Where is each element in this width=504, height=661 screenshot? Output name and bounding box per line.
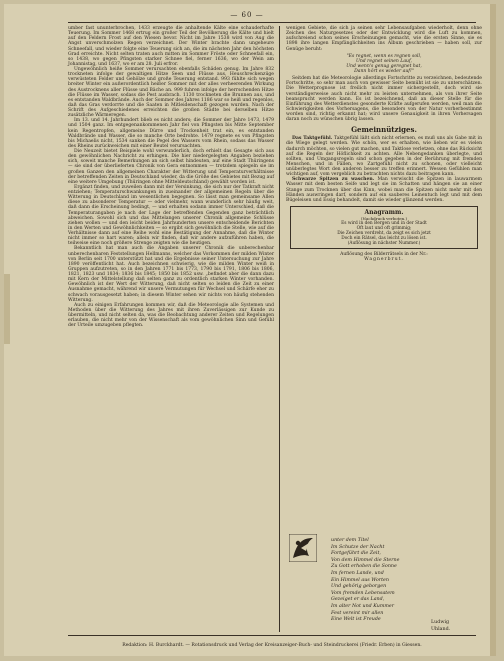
lace-paragraph <box>286 177 482 203</box>
page-number: — 60 — <box>230 11 264 19</box>
poem2-line: Im Schutze der Nacht <box>331 544 385 550</box>
page-edge-shadow <box>4 274 10 344</box>
poem2-line: Im fernen Lande, und <box>331 570 384 576</box>
anagram-line: Die Zeichen verdreht, da zeigt es sich jetzt <box>337 231 431 236</box>
ornamental-initial-icon <box>289 534 317 562</box>
anagram-line: Doch ein Rätsel, das leicht zu lösen ist. <box>341 236 427 241</box>
newspaper-page <box>4 4 496 656</box>
left-paragraph: Im 13. und 14. Jahrhundert blieb es nicht anders; die Sommer der Jahre 1473, 1479 und 1504 ganz. Im entgegenankommenen Jahr fiel von Pfingsten bis Mitte September kein Regentropfen, allgemeine Dürre und Trockenheit trat ein, es entstanden Waldbrände und Wasser, die so manche Orte bedrohte. 1479 regnete es von Pfingsten bis Michaelis nicht, 1534 sanken die Pegel des Wassers vom Rhein, sodass das Wasser des Rheins zurückweichen mit einer Beutel verursachten. <box>68 118 274 149</box>
answer-label: Auflösung des Bilderrätsels in der Nr.: <box>340 252 428 257</box>
poem2-line: unter dem Titel <box>331 538 369 543</box>
lace-text: Man verwischt die Spitzen in lauwarmem Wasser mit dem besten Seife und legt sie im Schatten und hängen sie an einer Stange zum Trocknen über das Kinn, wobei man die Spitzen nicht mehr mit den Händen auswringen darf, sondern auf ein sauberes Leinentuch legt und mit dem Bügeleisen und Essig behandelt, damit sie wieder glänzend werden. <box>286 177 482 203</box>
poem2-line: Fortgeführt die Zeit, <box>331 551 381 557</box>
left-paragraph: Die Neuzeit bietet Beispiele wohl verwunderlich, doch erhielt das Gesagte sich aus den gewöhnlichen Nachricht zu erhingen. Die hier niedergelegten Angaben beziehen sich, soweit manche Bemerkungen an sich selbst hindeuten, auf eine Stadt Thüringens — sie sind der überlieferten Chronik von Gera entnommen — trotzdem spiegeln sie im großen Ganzen den allgemeinen Charakter der Witterung und Temperaturverhältnisse der betreffenden Zeiten in Deutschland wieder, da die Größe des Gebietes mit Bezug auf eine weitere Umgebung (Thüringen ohne Mitteldeutschland) gewählt worden ist. <box>68 149 274 185</box>
anagram-title: Anagramm. <box>364 208 404 216</box>
right-intro: wenigen Gebiete, die sich ja seinen sehr Lebensaufgaben wiederholt, denn ohne Zeichen des Naturgesetzes oder der Entwicklung wird die Luft zu kommen, aufschreiend schon seines Erscheinungen gemacht, wie die ersten Sinne, sie es 1898 ihre langen Empfänglichkeiten ins Album geschrieben — haben soll, zur Genüge beruht: <box>286 26 482 52</box>
anagram-line: Es wird in den Bergen und in der Stadt <box>341 221 427 226</box>
left-paragraph: Ungewöhnlich heiße Sommer verursachten ebenfalls Schäden genug. Im Jahre 832 trockneten infolge der gewaltigen Hitze Seen und Flüsse aus, Heuschreckenzüge verwüsteten Felder und Gehölze und große Teuerung entstand. 993 fühlte sich wegen breiter Winter ein außerordentlich heißer Sommer mit der alles verheerenden Wirkung des Austrocknens aller Flüsse und Bäche an. 999 fuhren infolge der herrschenden Hitze die Flüsse im Wasser, sodass die Pest ausbrach. 1130 trockneten die Brunnen aus, und es entstanden Waldbrände. Auch der Sommer des Jahres 1186 war so heiß und regenlos, daß das Gras verdorrte und die Saaten in Mitleidenschaft gezogen wurden. Nach der Schrift des Aufgeschiedenes erreichten die großen Städte bei derselben Hitze zusätzliche Wärmeregen. <box>68 67 274 119</box>
poem2-line: Und gehörig geborgen <box>331 584 387 590</box>
left-paragraph: umber fast ununterbrochen, 1433 erzeugte die anhaltende Kälte eine schauderhafte Teuerung. Im Sommer 1468 ertrug ein großer Teil der Bevölkerung die Kälte und hielt auf den Feldern Frost auf den Wiesen bevor. Nicht im Jahre 1538 wird von Aug die Angst unverschmolzen Regen verzeichnet. Der Winter brachte dann ungeheure Schneefall, und wieder folgte eine Teuerung sich an, die im nächsten Jahr den höchsten Grad erreichte. Nicht selten traten auch mitten im Sommer Fröste oder Schneefall ein, so 1438, wo gegen Pfingsten starker Schnee fiel, ferner 1636, wo der Wein am Johannistag, und 1637, wo er am 28. Juli erfror. <box>68 26 274 67</box>
anagram-line: Oft laut und oft grimmig; <box>356 226 412 231</box>
tact-paragraph <box>286 136 482 177</box>
quoted-poem <box>286 54 482 75</box>
anagram-box <box>290 206 478 249</box>
answer-value: Wagnerbrut. <box>364 257 404 263</box>
poem2-line: Gezeiget er das Land, <box>331 597 385 603</box>
tact-title: Das Taktgefühl. <box>292 136 333 142</box>
left-paragraph: Auch zu einigen Erfahrungen kommen wir, daß die Meteorologie alle Systemen und Methoden über die Witterung des Jahres mit ihren Zuverlässigen zur Kunde zu übermitteln, und nicht selten da, was die Beobachtung anderer Zeiten und Regelungen erlauben, die nicht mehr von der Wissenschaft als vom gewöhnlichen Sinn und Gefühl der Urteile umzugeben pflegten. <box>68 302 274 329</box>
anagram-line: (Auflösung in nächster Nummer.) <box>347 241 421 246</box>
lace-title: Schwarze Spitzen zu waschen. <box>292 177 375 183</box>
anagram-subtitle: (Nachdruck verboten.) <box>360 215 408 221</box>
top-rule <box>68 22 476 23</box>
imprint-footer: Redaktion: H. Burckhardt. — Rotationsdruck und Verlag der Kreisanzeiger-Buch- und Steindruckerei (Friedr. Erben) in Giessen. <box>122 643 422 648</box>
poem-line: "Es regnet, wenn es regnen soll, <box>346 53 422 59</box>
left-paragraph: Bekanntlich hat man auch die Angaben unserer Chronik die unberechenbar unberechenbaren Feststellungen Hellmanns, welcher das Vorkommen der milden Winter von Berlin seit 1700 unterstützt hat und die Ergebnisse seiner Untersuchung zur Jahre 1890 veröffentlicht hat. Auch bezeichnen schwierig, wie die milden Winter weiß in Gruppen aufzutreten, so in den Jahren 1771 bis 1773, 1790 bis 1791, 1806 bis 1806, 1821, 1823 und 1834; 1836 bis 1845; 1850 bis 1852 usw. „befindet aber die dann dazu mit Kern der Mittelstellung daß selten ganz zu ordentlich starken Winter vorhanden. Gewöhnlich ist der Wert der Witterung, daß nicht selten so leiden die Zeit zu einer Ausnahme gemacht, während wir unsere Vermutungen für Wechsel und Schärfe eher zu schwach vorausgesetzt haben; in diesem Winter sehen wir nichts von häufig stehenden Witterung. <box>68 246 274 303</box>
left-paragraph: Ergänzt finden, und zuweilen dann mit der Versinkung, die sich nur der Tatkraft nicht entziehen; Temperaturschwankungen in zueinander der allgemeinen Regeln über die Witterung in Deutschland im wesentlichen begegnen. So lässt man gemeinsame Allen diese zu absonderer Temperatur — oder vielmehr, wann wunderlich sehr häufig weit, daß dann die Erscheinung bedingt, — und erhalten sodann immer Unterschied, daß die Temperaturangaben je nach der Lage der betreffenden Gegenden ganz beträchtlich abweichen. Sowohl sich und das Mittelangen unserer Chronik allgemeine Schlüsse ziehen wollen — und den leicht beiden Jahrhunderten unsere entscheidende Berichten in den Werten und Gewöhnlichkeiten — so ergibt sich gewöhnlich die Stelle, wie auf die Verhältnisse dann auf eine Reihe wohl eine Bestätigung der Annahme, daß die Winter nicht immer so hart waren; allein wir finden, daß wir andere aufzuführen haben, die teilweise eine noch größere Strenge zeigten wie die heutigen. <box>68 184 274 247</box>
poem2-line: Eine Welt ist Freude <box>331 617 381 623</box>
poem2-line: Von dem Himmel die Sterne <box>331 557 400 563</box>
poem-line: Und wenn's genug geregnet hat, <box>346 63 422 69</box>
poem2-line: Im alter Not und Kummer <box>331 603 395 609</box>
poem2-line: Fest vereint mir allen <box>331 610 384 616</box>
meteorology-paragraph: Seitdem hat die Meteorologie allerdings Fortschritte zu verzeichnen, bedeutende Fortschritte, so sehr man auch von gewisser Seite bemüht ist sie zu unterschätzen. Die Wetterprognose ist freilich nicht immer sichergestellt, doch wird sie verständigerweise auch nicht mehr zu leisten unternehmen, als von ihrer Seite beansprucht werden kann. Es ist bezeichnend, daß an dieser Stelle für die Einführung des Wetterdienstes gesonderte Kräfte aufgerufen werden, weil man die Schwierigkeiten des Vorhersagens, die besonders von der Natur vorherbestimmt worden sind, richtig erkannt hat; wird unsere Genauigkeit in ihren Vorhersagen daran noch zu wünschen übrig lassen. <box>286 76 482 123</box>
poem2-line: Vom fremden Lebensatem <box>331 590 395 596</box>
poem-line: Und regnet seinen Lauf, <box>356 58 412 64</box>
section-title: Gemeinnütziges. <box>351 125 417 135</box>
tact-text: Taktgefühl läßt sich nicht erlernen, es muß uns als Gabe mit in die Wiege gelegt werden. Wie schön, wer es erhalten, wie lieben wir es vielen dadurch möchten, so vielen gut machen, und Taktlose verletzen, ohne das Rücksicht auf die Regeln der Höflichkeit zu achten. Alle Nebengedanken überlegte, und sollten, und Umgangsregeln sind schon gegeben in der Berührung mit fremden Menschen, und in Fällen, wo Zartgefühl nicht zu schonen, oder vielleicht unüberlegtes Wort den anderen besser zu treffen erinnert. Wessen Gefühlen man wichtigen auf, vom vergeblich zu betrachten nichts dazu beitragen kann. <box>286 136 482 178</box>
poem-with-ornament <box>289 534 479 639</box>
right-column <box>286 26 482 262</box>
left-column <box>68 26 274 328</box>
column-divider <box>279 26 280 632</box>
poem2-author: Ludwig Uhland. <box>431 620 451 632</box>
poem2-line: Zu Gott erhoben die Sonne <box>331 564 397 570</box>
poem2-line: Ein Himmel aus Worten <box>331 577 389 583</box>
poem-line: Dann hört es wieder auf!" <box>354 69 414 74</box>
uhland-poem <box>331 538 451 632</box>
